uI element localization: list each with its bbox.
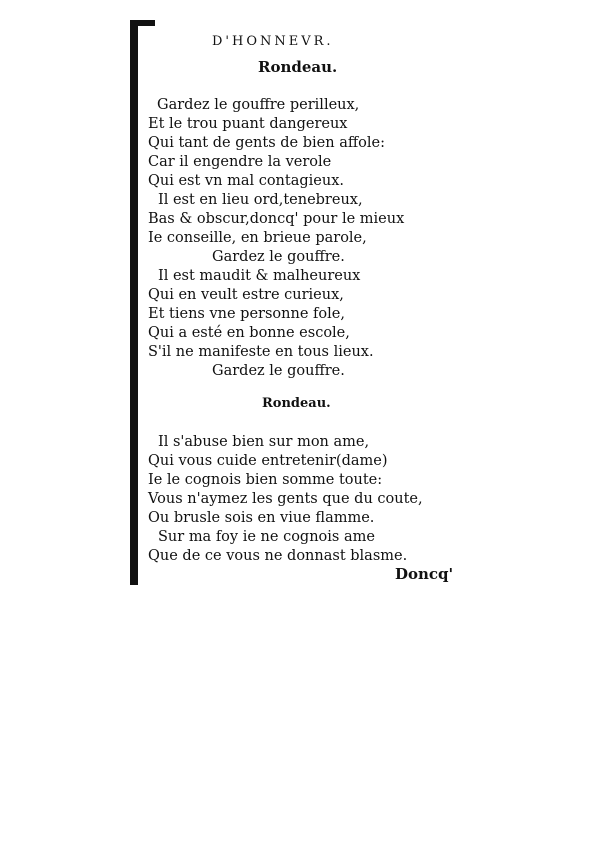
verse-line: Sur ma foy ie ne cognois ame <box>158 529 375 545</box>
verse-line: Il est en lieu ord,tenebreux, <box>158 192 363 208</box>
page-corner-mark <box>130 20 155 26</box>
verse-line: Ie conseille, en brieue parole, <box>148 230 367 246</box>
verse-line: Et tiens vne personne fole, <box>148 306 345 322</box>
verse-line: Qui en veult estre curieux, <box>148 287 344 303</box>
verse-line: Gardez le gouffre. <box>212 363 345 379</box>
verse-line: Il s'abuse bien sur mon ame, <box>158 434 370 450</box>
verse-line: Et le trou puant dangereux <box>148 116 348 132</box>
verse-line: Ou brusle sois en viue flamme. <box>148 510 375 526</box>
verse-line: Qui tant de gents de bien affole: <box>148 135 385 151</box>
verse-line: Gardez le gouffre. <box>212 249 345 265</box>
catchword: Doncq' <box>395 565 454 583</box>
running-head: D'HONNEVR. <box>212 34 334 49</box>
verse-line: Que de ce vous ne donnast blasme. <box>148 548 408 564</box>
verse-line: Qui est vn mal contagieux. <box>148 173 344 189</box>
verse-line: S'il ne manifeste en tous lieux. <box>148 344 374 360</box>
verse-line: Bas & obscur,doncq' pour le mieux <box>148 211 405 227</box>
verse-line: Gardez le gouffre perilleux, <box>157 97 360 113</box>
verse-line: Vous n'aymez les gents que du coute, <box>148 491 423 507</box>
verse-line: Car il engendre la verole <box>148 154 332 170</box>
verse-line: Ie le cognois bien somme toute: <box>148 472 383 488</box>
page-gutter-shadow <box>130 22 138 585</box>
verse-line: Qui vous cuide entretenir(dame) <box>148 453 388 469</box>
rondeau-1-title: Rondeau. <box>258 58 338 76</box>
verse-line: Qui a esté en bonne escole, <box>148 325 350 341</box>
rondeau-2-title: Rondeau. <box>262 396 331 411</box>
verse-line: Il est maudit & malheureux <box>158 268 361 284</box>
